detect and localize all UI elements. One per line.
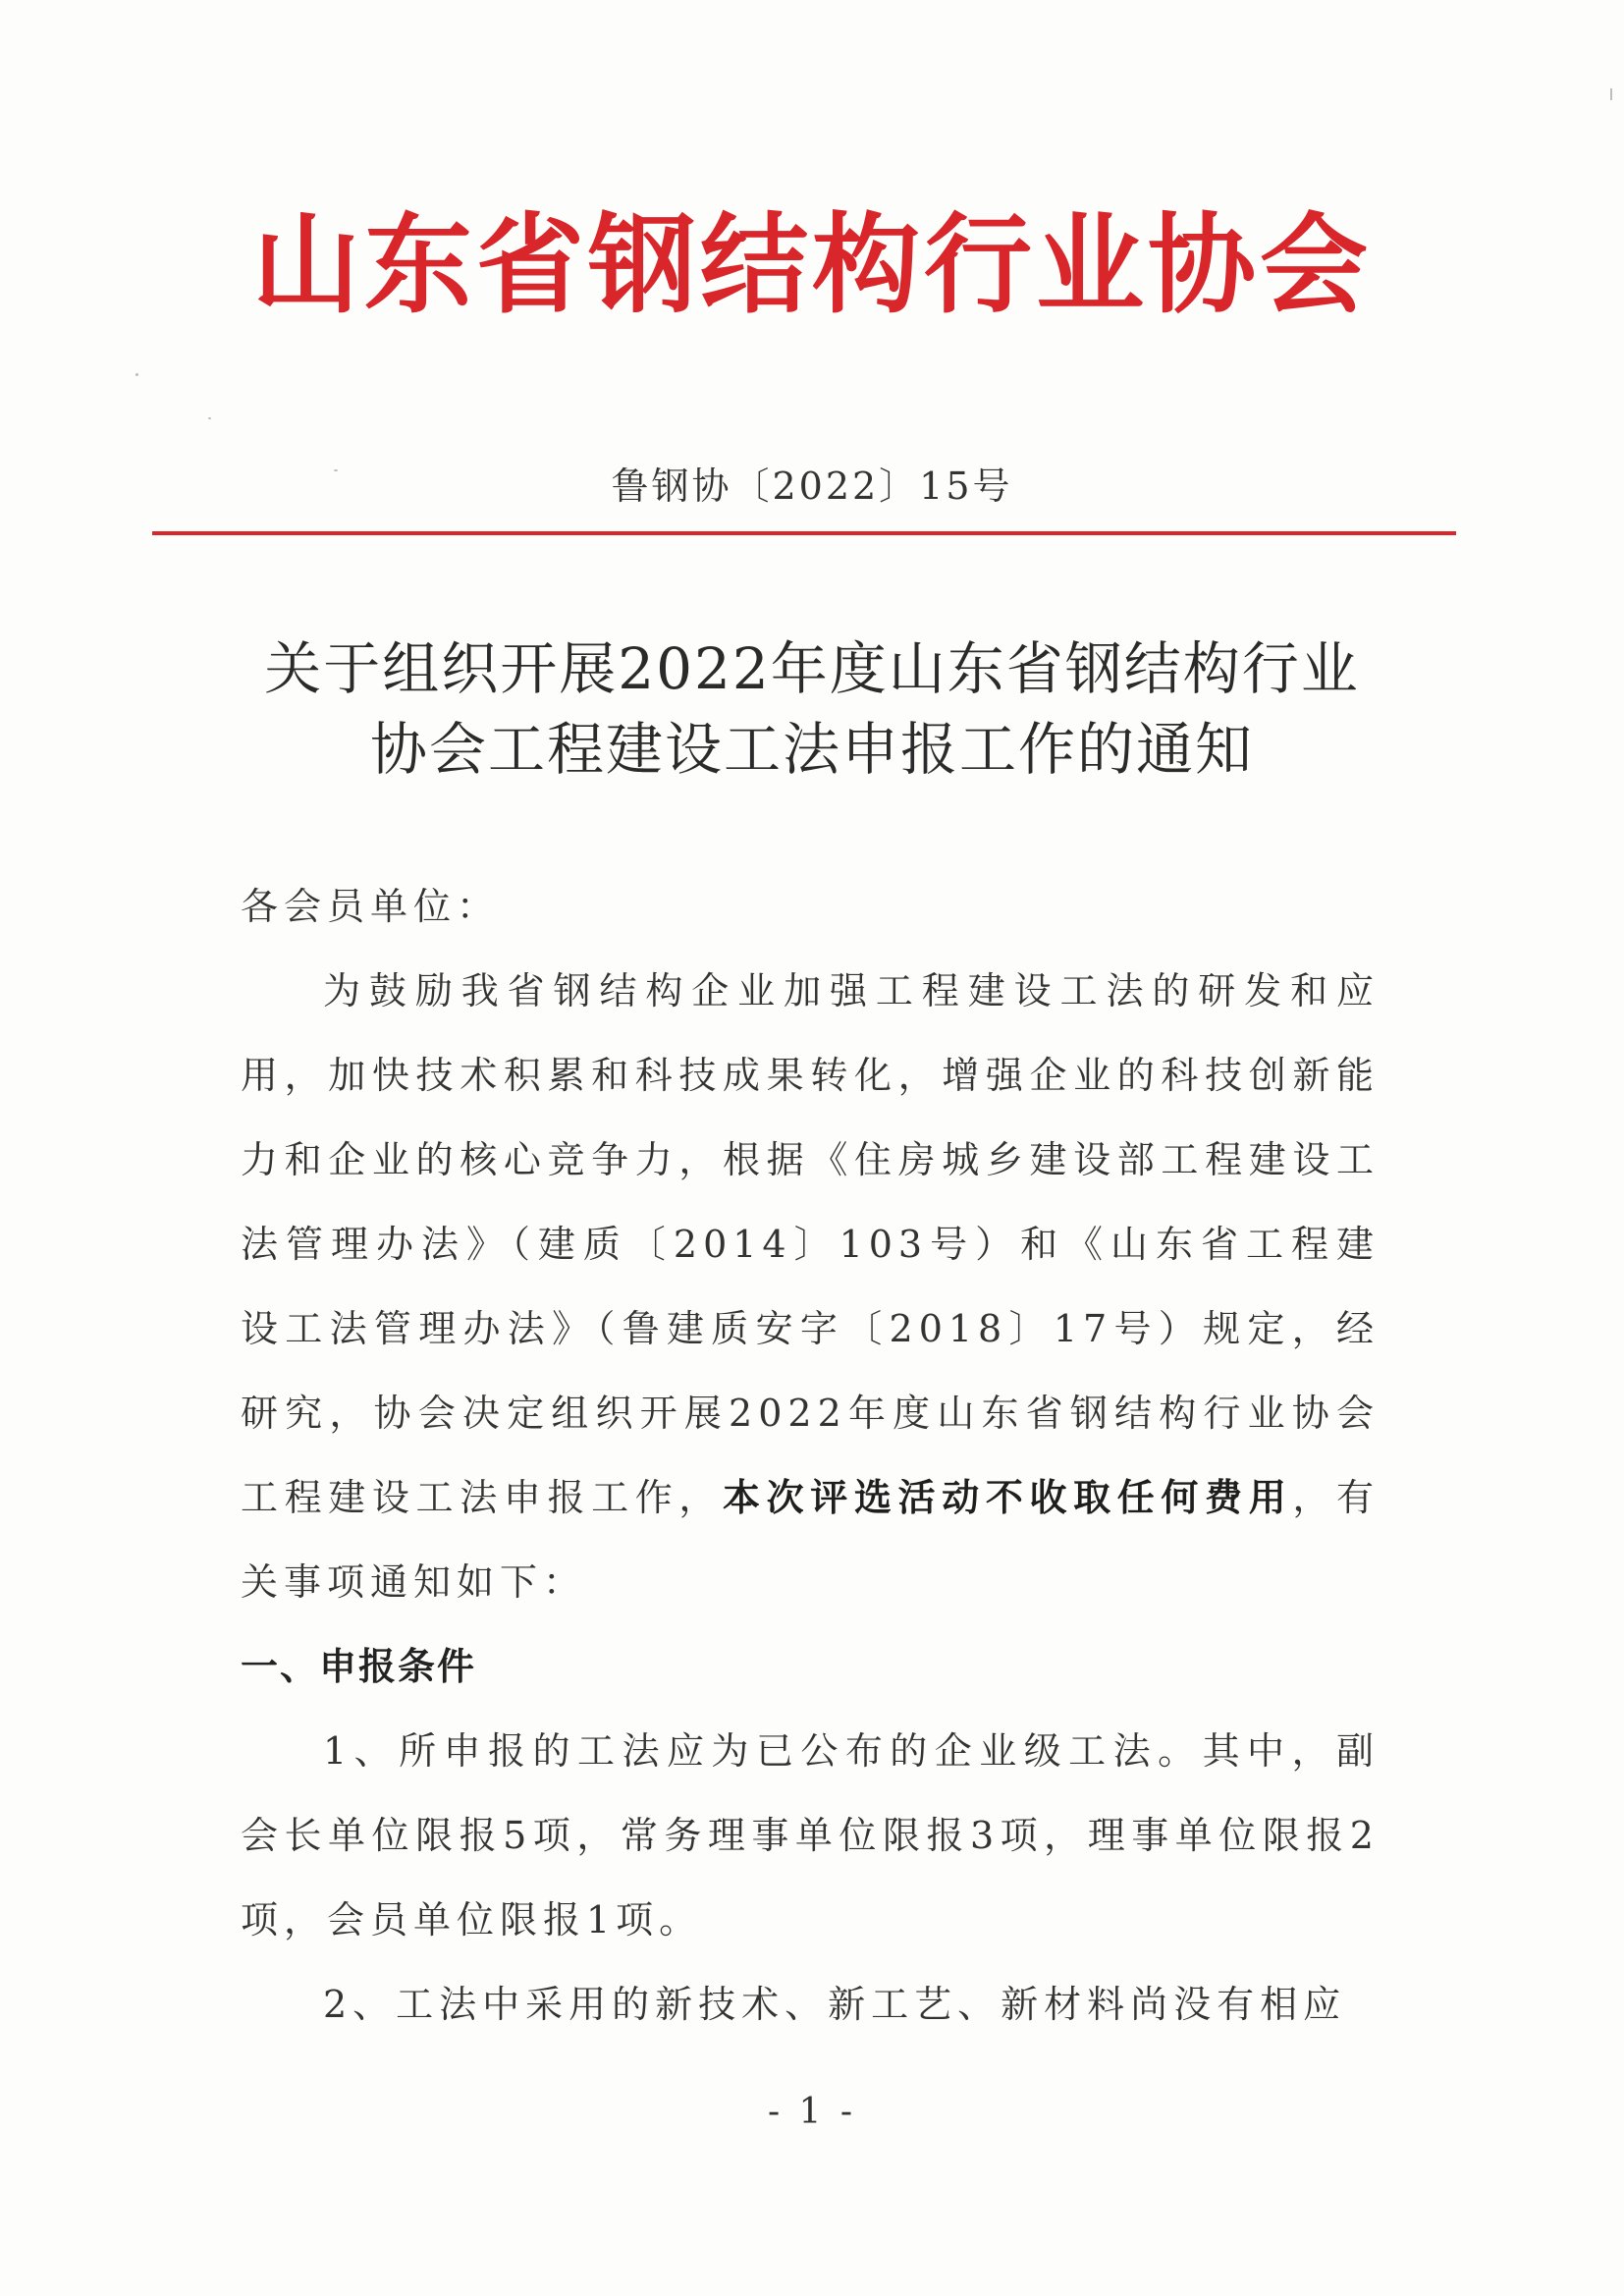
scan-speck bbox=[1610, 88, 1612, 100]
requirement-item-2: 2、工法中采用的新技术、新工艺、新材料尚没有相应 bbox=[323, 1983, 1347, 2026]
red-divider-line bbox=[152, 531, 1456, 535]
organization-letterhead: 山东省钢结构行业协会 bbox=[252, 202, 1372, 328]
scan-speck bbox=[208, 417, 211, 419]
notice-title bbox=[0, 629, 1624, 790]
notice-title-line-1: 关于组织开展2022年度山东省钢结构行业 bbox=[264, 635, 1360, 702]
no-fee-emphasis: 本次评选活动不收取任何费用 bbox=[723, 1476, 1293, 1519]
intro-text: 为鼓励我省钢结构企业加强工程建设工法的研发和应用，加快技术积累和科技成果转化，增强企业的科技创新能力和企业的核心竞争力，根据《住房城乡建设部工程建设工法管理办法》（建质〔2014〕103号）和《山东省工程建设工法管理办法》（鲁建质安字〔2018〕17号）规定，经研究，协会决定组织开展2022年度山东省钢结构行业协会工程建设工法申报工作， bbox=[241, 969, 1380, 1519]
document-number: 鲁钢协〔2022〕15号 bbox=[611, 465, 1013, 508]
notice-title-line-2: 协会工程建设工法申报工作的通知 bbox=[369, 716, 1254, 783]
intro-paragraph bbox=[241, 949, 1380, 1624]
salutation: 各会员单位： bbox=[241, 885, 501, 928]
scan-speck bbox=[135, 373, 138, 376]
notice-body bbox=[241, 864, 1380, 2047]
requirement-item-1: 1、所申报的工法应为已公布的企业级工法。其中，副会长单位限报5项，常务理事单位限报3项，理事单位限报2项，会员单位限报1项。 bbox=[241, 1729, 1380, 1941]
section-heading-requirements: 一、申报条件 bbox=[241, 1645, 477, 1688]
page-number: - 1 - bbox=[767, 2092, 857, 2132]
intro-text-end: ，有关事项通知如下： bbox=[241, 1476, 1380, 1604]
